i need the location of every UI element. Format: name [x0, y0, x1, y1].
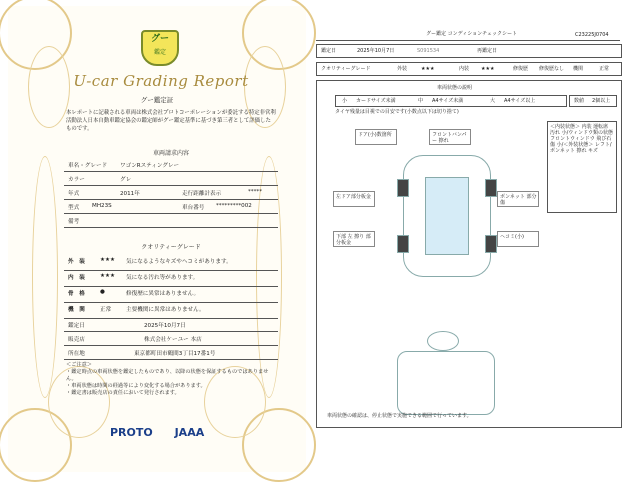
appraisal-date-row	[64, 318, 278, 332]
vehicle-row	[64, 200, 278, 214]
note-line: ・車両状態は時間の経過等により変化する場合があります。	[66, 383, 206, 389]
sheet-header	[316, 28, 620, 41]
grade-stars: 正常	[100, 307, 112, 313]
legend-count	[569, 95, 617, 107]
row-label: 型式	[68, 205, 80, 211]
address-row	[64, 346, 278, 360]
row-value: 2025年10月7日	[144, 323, 186, 329]
legend-label: 大	[490, 98, 496, 104]
grade-desc: 修復歴に異常はありません。	[126, 291, 200, 297]
quality-section-title: クオリティーグレード	[141, 244, 201, 251]
note-line: ・鑑定時点の車両状態を鑑定したものであり、以降の状態を保証するものではありません。	[66, 369, 269, 382]
vehicle-row	[64, 158, 278, 172]
grade-desc: 主要機関に異常はありません。	[126, 307, 205, 313]
sheet-title: グー鑑定 コンディションチェックシート	[426, 31, 517, 37]
row-value: MH23S	[92, 203, 112, 209]
grade-desc: 気になる汚れ等があります。	[126, 275, 199, 281]
grade-cell-label: 修復歴	[513, 66, 529, 72]
date-value: 2025年10月7日	[357, 48, 395, 54]
row-value: ワゴンRスティングレー	[120, 163, 180, 169]
damage-box: 左ドア部分板金	[333, 191, 375, 207]
tire-rear-left	[397, 235, 409, 253]
damage-box: ボンネット 部分傷	[497, 191, 539, 207]
certificate-label: グー鑑定証	[140, 96, 174, 104]
grade-label: 内 装	[68, 275, 85, 281]
legend-label: 小	[342, 98, 348, 104]
grade-stars: ★★★	[100, 273, 116, 279]
damage-box: ドア(小)数箇所	[355, 129, 397, 145]
row-value: *********002	[216, 203, 252, 209]
grade-cell-value: ★★★	[481, 66, 495, 72]
goo-kantei-badge	[141, 30, 179, 66]
steering-wheel-icon	[427, 331, 459, 351]
row-label: 販売店	[68, 337, 85, 343]
badge-top-text: グー	[150, 34, 169, 44]
row-label: 鑑定日	[68, 323, 85, 329]
note-line: ＜ご注意＞	[66, 362, 92, 368]
grade-cell-label: 機関	[573, 66, 584, 72]
note-line: ・鑑定書は販売店の責任において発行されます。	[66, 390, 180, 396]
bottom-note: 車両状態の確認は、停止状態で実施できる範囲で行っています。	[327, 413, 472, 419]
legend-value: 2個以上	[592, 98, 611, 104]
date-row	[316, 44, 622, 58]
vehicle-state-panel	[316, 80, 622, 428]
damage-box: フロントバンパー 擦れ	[429, 129, 471, 145]
grade-label: 骨 格	[68, 291, 85, 297]
logo-area	[110, 426, 204, 439]
document-code: C23225J0704	[575, 32, 609, 38]
condition-notes	[547, 121, 617, 213]
car-interior-view	[397, 351, 495, 415]
grade-label: 機 関	[68, 307, 85, 313]
badge-bottom-text: 鑑定	[153, 49, 166, 56]
row-value: 東京都町田市鶴間3丁目17番1号	[134, 351, 216, 357]
damage-box: 下部 左 擦り 部分板金	[333, 231, 375, 247]
grade-stars: ★★★	[100, 257, 116, 263]
row-value: 株式会社ケーユー 本店	[144, 337, 202, 343]
grade-row	[64, 270, 278, 287]
date-label: 鑑定日	[321, 48, 337, 54]
tire-front-left	[397, 179, 409, 197]
proto-logo: PROTO	[110, 426, 153, 439]
grade-row	[64, 254, 278, 271]
grade-desc: 気になるようなキズやヘコミがあります。	[126, 259, 232, 265]
certificate-intro: 本レポートに記載される車両は株式会社プロトコーポレーションが委託する特定非営利活動法人日本自動車鑑定協会の鑑定師がグー鑑定基準に基づき第三者として評価したものです。	[66, 110, 276, 132]
row-value: *****	[248, 189, 262, 195]
jaaa-logo: JAAA	[174, 426, 205, 439]
grade-row	[64, 286, 278, 303]
car-roof	[425, 177, 469, 255]
row-label: 車名・グレード	[68, 163, 108, 169]
vehicle-row	[64, 172, 278, 186]
serial-label: 再鑑定日	[477, 48, 498, 54]
tire-note: タイヤ残量は目視での目安です(小数点以下は切り捨て)	[335, 109, 459, 115]
grade-table-label: クオリティーグレード	[321, 66, 371, 72]
row-label: 年式	[68, 191, 80, 197]
legend-label: 数値	[574, 98, 585, 104]
grade-cell-label: 内装	[459, 66, 470, 72]
state-title: 車両状態の説明	[437, 85, 473, 91]
row-value: 2011年	[120, 191, 140, 197]
row-label: 所在地	[68, 351, 85, 357]
legend-value: カードサイズ未満	[356, 98, 396, 104]
grade-stars: ●	[100, 289, 105, 295]
sheet-number: S091534	[417, 48, 440, 54]
vehicle-row	[64, 186, 278, 200]
grade-cell-value: 修復歴なし	[539, 66, 565, 72]
row-label: 備考	[68, 219, 80, 225]
grade-cell-label: 外装	[397, 66, 408, 72]
condition-notes-text: ＜内装状態＞ 内装 運転席 汚れ 小/ウィンドウ類の状態 フロントウィンドウ 飛び石傷 小/＜外装状態＞ レフト/ボンネット 擦れ キズ	[550, 124, 613, 154]
grade-cell-value: 正常	[599, 66, 610, 72]
legend-value: A4サイズ以上	[504, 98, 536, 104]
size-legend	[335, 95, 567, 107]
dealer-row	[64, 332, 278, 346]
grade-label: 外 装	[68, 259, 85, 265]
row-value: グレ	[120, 177, 132, 183]
tire-front-right	[485, 179, 497, 197]
certificate-title: U-car Grading Report	[73, 72, 249, 90]
legend-value: A4サイズ未満	[432, 98, 464, 104]
notes-block	[66, 362, 278, 397]
ornament-swirl	[32, 156, 58, 398]
row-label: カラー	[68, 177, 85, 183]
vehicle-section-title: 車両請求内容	[152, 150, 189, 157]
grade-row	[64, 302, 278, 319]
grade-table	[316, 62, 622, 76]
legend-label: 中	[418, 98, 424, 104]
damage-box: ヘコミ(小)	[497, 231, 539, 247]
grade-cell-value: ★★★	[421, 66, 435, 72]
row-label: 車台番号	[182, 205, 205, 211]
tire-rear-right	[485, 235, 497, 253]
row-label: 走行距離計表示	[182, 191, 222, 197]
vehicle-row	[64, 214, 278, 228]
